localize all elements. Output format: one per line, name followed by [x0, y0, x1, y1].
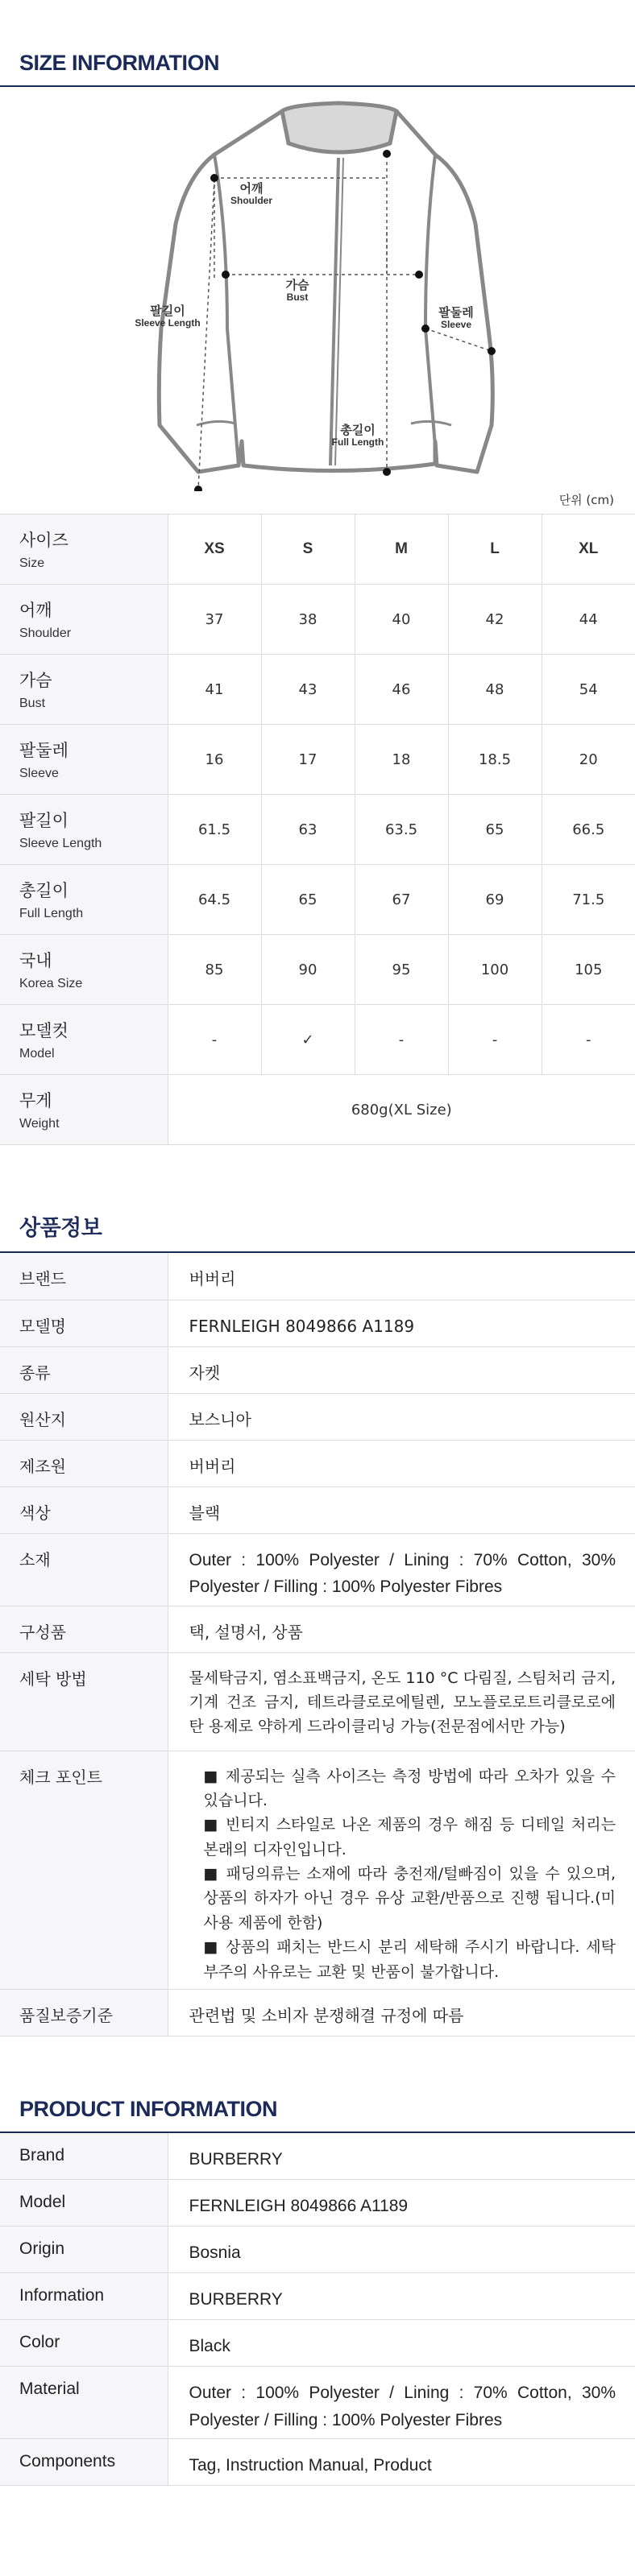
- cell: 18: [355, 725, 448, 795]
- row-label: 가슴 Bust: [0, 655, 168, 725]
- info-row: [0, 1989, 635, 2036]
- product-info-en-table: [0, 2133, 635, 2487]
- info-row: [0, 2320, 635, 2367]
- info-value: FERNLEIGH 8049866 A1189: [168, 2180, 635, 2227]
- note-item: ■ 제공되는 실측 사이즈는 측정 방법에 따라 오차가 있을 수 있습니다.: [203, 1767, 616, 1809]
- cell: 63.5: [355, 795, 448, 865]
- cell: 64.5: [168, 865, 261, 935]
- row-label: 어깨 Shoulder: [0, 585, 168, 655]
- info-label: 세탁 방법: [0, 1652, 168, 1751]
- product-info-ko-table: [0, 1253, 635, 2036]
- size-xl: XL: [542, 515, 635, 585]
- info-value: 보스니아: [168, 1393, 635, 1440]
- size-l: L: [448, 515, 542, 585]
- check-point-notes: [168, 1751, 635, 1989]
- weight-value: 680g(XL Size): [168, 1075, 635, 1145]
- size-row-sleeve-length: [0, 795, 635, 865]
- cell: 69: [448, 865, 542, 935]
- info-label: Origin: [0, 2227, 168, 2273]
- info-row: [0, 1253, 635, 1300]
- row-label: 모델컷 Model: [0, 1005, 168, 1075]
- cell: 40: [355, 585, 448, 655]
- row-label: 팔둘레 Sleeve: [0, 725, 168, 795]
- info-label: Material: [0, 2367, 168, 2439]
- info-row: [0, 1652, 635, 1751]
- diagram-label-sleeve: 팔둘레 Sleeve: [438, 305, 474, 331]
- cell: 18.5: [448, 725, 542, 795]
- size-header-label: 사이즈 Size: [0, 515, 168, 585]
- cell: 37: [168, 585, 261, 655]
- size-information-title: SIZE INFORMATION: [0, 37, 635, 87]
- diagram-label-full-length: 총길이 Full Length: [331, 423, 384, 449]
- info-value: Black: [168, 2320, 635, 2367]
- info-row-check-points: [0, 1751, 635, 1989]
- diagram-label-bust: 가슴 Bust: [285, 278, 309, 304]
- cell: 54: [542, 655, 635, 725]
- cell: 85: [168, 935, 261, 1005]
- info-row: [0, 2439, 635, 2486]
- info-label: 원산지: [0, 1393, 168, 1440]
- size-m: M: [355, 515, 448, 585]
- cell: -: [168, 1005, 261, 1075]
- info-value: 블랙: [168, 1486, 635, 1533]
- size-row-sleeve: [0, 725, 635, 795]
- info-label: Color: [0, 2320, 168, 2367]
- cell: 44: [542, 585, 635, 655]
- info-row: [0, 2180, 635, 2227]
- info-value: Bosnia: [168, 2227, 635, 2273]
- product-info-en-title: PRODUCT INFORMATION: [0, 2085, 635, 2133]
- info-value: 버버리: [168, 1253, 635, 1300]
- garment-diagram: [0, 87, 635, 491]
- size-table: [0, 514, 635, 1145]
- cell: 66.5: [542, 795, 635, 865]
- cell: -: [355, 1005, 448, 1075]
- info-row: [0, 2273, 635, 2320]
- info-label: 브랜드: [0, 1253, 168, 1300]
- note-item: ■ 빈티지 스타일로 나온 제품의 경우 해짐 등 디테일 처리는 본래의 디자인입니다.: [203, 1816, 616, 1859]
- row-label: 무게 Weight: [0, 1075, 168, 1145]
- size-row-shoulder: [0, 585, 635, 655]
- info-row: [0, 1346, 635, 1393]
- cell: 41: [168, 655, 261, 725]
- info-value: 택, 설명서, 상품: [168, 1606, 635, 1652]
- model-check-icon: ✓: [261, 1005, 355, 1075]
- cell: 95: [355, 935, 448, 1005]
- info-value: 자켓: [168, 1346, 635, 1393]
- cell: 42: [448, 585, 542, 655]
- info-value: Outer : 100% Polyester / Lining : 70% Cotton, 30% Polyester / Filling : 100% Polyester Fibres: [168, 1533, 635, 1606]
- info-value: 버버리: [168, 1440, 635, 1486]
- row-label: 국내 Korea Size: [0, 935, 168, 1005]
- cell: 46: [355, 655, 448, 725]
- note-item: ■ 패딩의류는 소재에 따라 충전재/털빠짐이 있을 수 있으며, 상품의 하자가 아닌 경우 유상 교환/반품으로 진행 됩니다.(미사용 제품에 한함): [203, 1865, 616, 1932]
- cell: -: [448, 1005, 542, 1075]
- info-row: [0, 1533, 635, 1606]
- cell: -: [542, 1005, 635, 1075]
- size-row-korea-size: [0, 935, 635, 1005]
- info-value: Outer : 100% Polyester / Lining : 70% Cotton, 30% Polyester / Filling : 100% Polyester Fibres: [168, 2367, 635, 2439]
- cell: 105: [542, 935, 635, 1005]
- size-table-header-row: [0, 515, 635, 585]
- info-row: [0, 2133, 635, 2180]
- info-label: Components: [0, 2439, 168, 2486]
- info-label: 구성품: [0, 1606, 168, 1652]
- info-label: Information: [0, 2273, 168, 2320]
- info-label: Model: [0, 2180, 168, 2227]
- cell: 100: [448, 935, 542, 1005]
- info-value: Tag, Instruction Manual, Product: [168, 2439, 635, 2486]
- cell: 67: [355, 865, 448, 935]
- row-label: 팔길이 Sleeve Length: [0, 795, 168, 865]
- diagram-label-sleeve-length: 팔길이 Sleeve Length: [135, 304, 201, 329]
- size-row-bust: [0, 655, 635, 725]
- product-info-ko-title: 상품정보: [0, 1205, 635, 1253]
- cell: 43: [261, 655, 355, 725]
- size-row-model: [0, 1005, 635, 1075]
- info-label: 제조원: [0, 1440, 168, 1486]
- info-value: 관련법 및 소비자 분쟁해결 규정에 따름: [168, 1989, 635, 2036]
- info-label: 품질보증기준: [0, 1989, 168, 2036]
- cell: 61.5: [168, 795, 261, 865]
- info-row: [0, 1300, 635, 1346]
- info-value: FERNLEIGH 8049866 A1189: [168, 1300, 635, 1346]
- info-label: Brand: [0, 2133, 168, 2180]
- size-row-full-length: [0, 865, 635, 935]
- size-s: S: [261, 515, 355, 585]
- cell: 16: [168, 725, 261, 795]
- size-row-weight: [0, 1075, 635, 1145]
- info-label: 체크 포인트: [0, 1751, 168, 1989]
- unit-label: 단위 (cm): [558, 493, 614, 507]
- cell: 38: [261, 585, 355, 655]
- diagram-label-shoulder: 어깨 Shoulder: [230, 181, 272, 207]
- cell: 65: [448, 795, 542, 865]
- info-row: [0, 2227, 635, 2273]
- size-xs: XS: [168, 515, 261, 585]
- info-row: [0, 1440, 635, 1486]
- info-label: 종류: [0, 1346, 168, 1393]
- cell: 20: [542, 725, 635, 795]
- note-item: ■ 상품의 패치는 반드시 분리 세탁해 주시기 바랍니다. 세탁부주의 사유로는 교환 및 반품이 불가합니다.: [203, 1938, 616, 1981]
- info-row: [0, 1606, 635, 1652]
- info-label: 소재: [0, 1533, 168, 1606]
- cell: 63: [261, 795, 355, 865]
- info-row: [0, 1393, 635, 1440]
- info-label: 색상: [0, 1486, 168, 1533]
- info-value: BURBERRY: [168, 2273, 635, 2320]
- row-label: 총길이 Full Length: [0, 865, 168, 935]
- info-value: 물세탁금지, 염소표백금지, 온도 110 °C 다림질, 스팀처리 금지, 기계 건조 금지, 테트라클로로에틸렌, 모노플로로트리클로로에탄 용제로 약하게 드라이클리닝 가능(전문점에서만 가능): [168, 1652, 635, 1751]
- info-row: [0, 2367, 635, 2439]
- info-label: 모델명: [0, 1300, 168, 1346]
- cell: 71.5: [542, 865, 635, 935]
- cell: 17: [261, 725, 355, 795]
- cell: 48: [448, 655, 542, 725]
- info-row: [0, 1486, 635, 1533]
- cell: 65: [261, 865, 355, 935]
- cell: 90: [261, 935, 355, 1005]
- info-value: BURBERRY: [168, 2133, 635, 2180]
